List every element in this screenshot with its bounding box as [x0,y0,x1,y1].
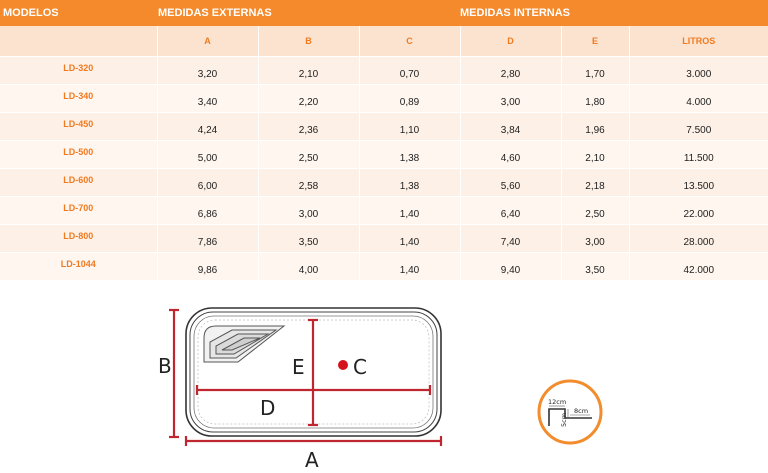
label-a: A [305,448,319,472]
subheader-b: B [258,26,359,57]
value-cell-b: 2,50 [258,141,359,169]
label-e: E [292,355,305,379]
value-cell-a: 7,86 [157,225,258,253]
edge-profile-detail [539,381,601,443]
header-models: MODELOS [0,0,157,26]
value-cell-litros: 4.000 [629,85,768,113]
value-cell-b: 2,20 [258,85,359,113]
value-cell-a: 3,20 [157,57,258,85]
value-cell-a: 6,86 [157,197,258,225]
value-cell-b: 3,50 [258,225,359,253]
edge-width-label: 12cm [548,398,567,406]
value-cell-c: 0,89 [359,85,460,113]
model-cell: LD-450 [0,113,157,141]
value-cell-d: 9,40 [460,253,561,281]
model-cell: LD-800 [0,225,157,253]
model-cell: LD-500 [0,141,157,169]
value-cell-litros: 42.000 [629,253,768,281]
subheader-c: C [359,26,460,57]
value-cell-a: 9,86 [157,253,258,281]
model-cell: LD-320 [0,57,157,85]
value-cell-e: 1,70 [561,57,629,85]
value-cell-b: 2,36 [258,113,359,141]
value-cell-e: 2,18 [561,169,629,197]
value-cell-a: 4,24 [157,113,258,141]
subheader-a: A [157,26,258,57]
value-cell-c: 1,38 [359,141,460,169]
value-cell-d: 6,40 [460,197,561,225]
model-cell: LD-700 [0,197,157,225]
value-cell-c: 1,40 [359,197,460,225]
value-cell-a: 6,00 [157,169,258,197]
value-cell-e: 1,80 [561,85,629,113]
value-cell-e: 2,10 [561,141,629,169]
value-cell-e: 2,50 [561,197,629,225]
value-cell-e: 1,96 [561,113,629,141]
value-cell-litros: 13.500 [629,169,768,197]
value-cell-b: 3,00 [258,197,359,225]
value-cell-litros: 3.000 [629,57,768,85]
subheader-d: D [460,26,561,57]
value-cell-c: 1,40 [359,253,460,281]
value-cell-e: 3,00 [561,225,629,253]
subheader-litros: LITROS [629,26,768,57]
header-internal-measures: MEDIDAS INTERNAS [460,0,768,26]
value-cell-litros: 11.500 [629,141,768,169]
value-cell-d: 4,60 [460,141,561,169]
header-external-measures: MEDIDAS EXTERNAS [157,0,359,26]
value-cell-d: 3,84 [460,113,561,141]
value-cell-c: 1,38 [359,169,460,197]
value-cell-e: 3,50 [561,253,629,281]
value-cell-b: 2,10 [258,57,359,85]
value-cell-litros: 28.000 [629,225,768,253]
label-b: B [158,354,172,378]
value-cell-a: 5,00 [157,141,258,169]
value-cell-d: 7,40 [460,225,561,253]
value-cell-d: 2,80 [460,57,561,85]
value-cell-litros: 22.000 [629,197,768,225]
value-cell-d: 5,60 [460,169,561,197]
subheader-e: E [561,26,629,57]
value-cell-c: 0,70 [359,57,460,85]
model-cell: LD-600 [0,169,157,197]
edge-depth-label: 5cm [560,412,568,427]
value-cell-litros: 7.500 [629,113,768,141]
value-cell-b: 2,58 [258,169,359,197]
model-cell: LD-340 [0,85,157,113]
value-cell-d: 3,00 [460,85,561,113]
edge-ledge-label: 8cm [574,407,589,415]
value-cell-c: 1,10 [359,113,460,141]
value-cell-b: 4,00 [258,253,359,281]
value-cell-a: 3,40 [157,85,258,113]
model-cell: LD-1044 [0,253,157,281]
label-c: C [353,355,367,379]
value-cell-c: 1,40 [359,225,460,253]
label-d: D [260,396,276,420]
depth-dot [338,360,348,370]
